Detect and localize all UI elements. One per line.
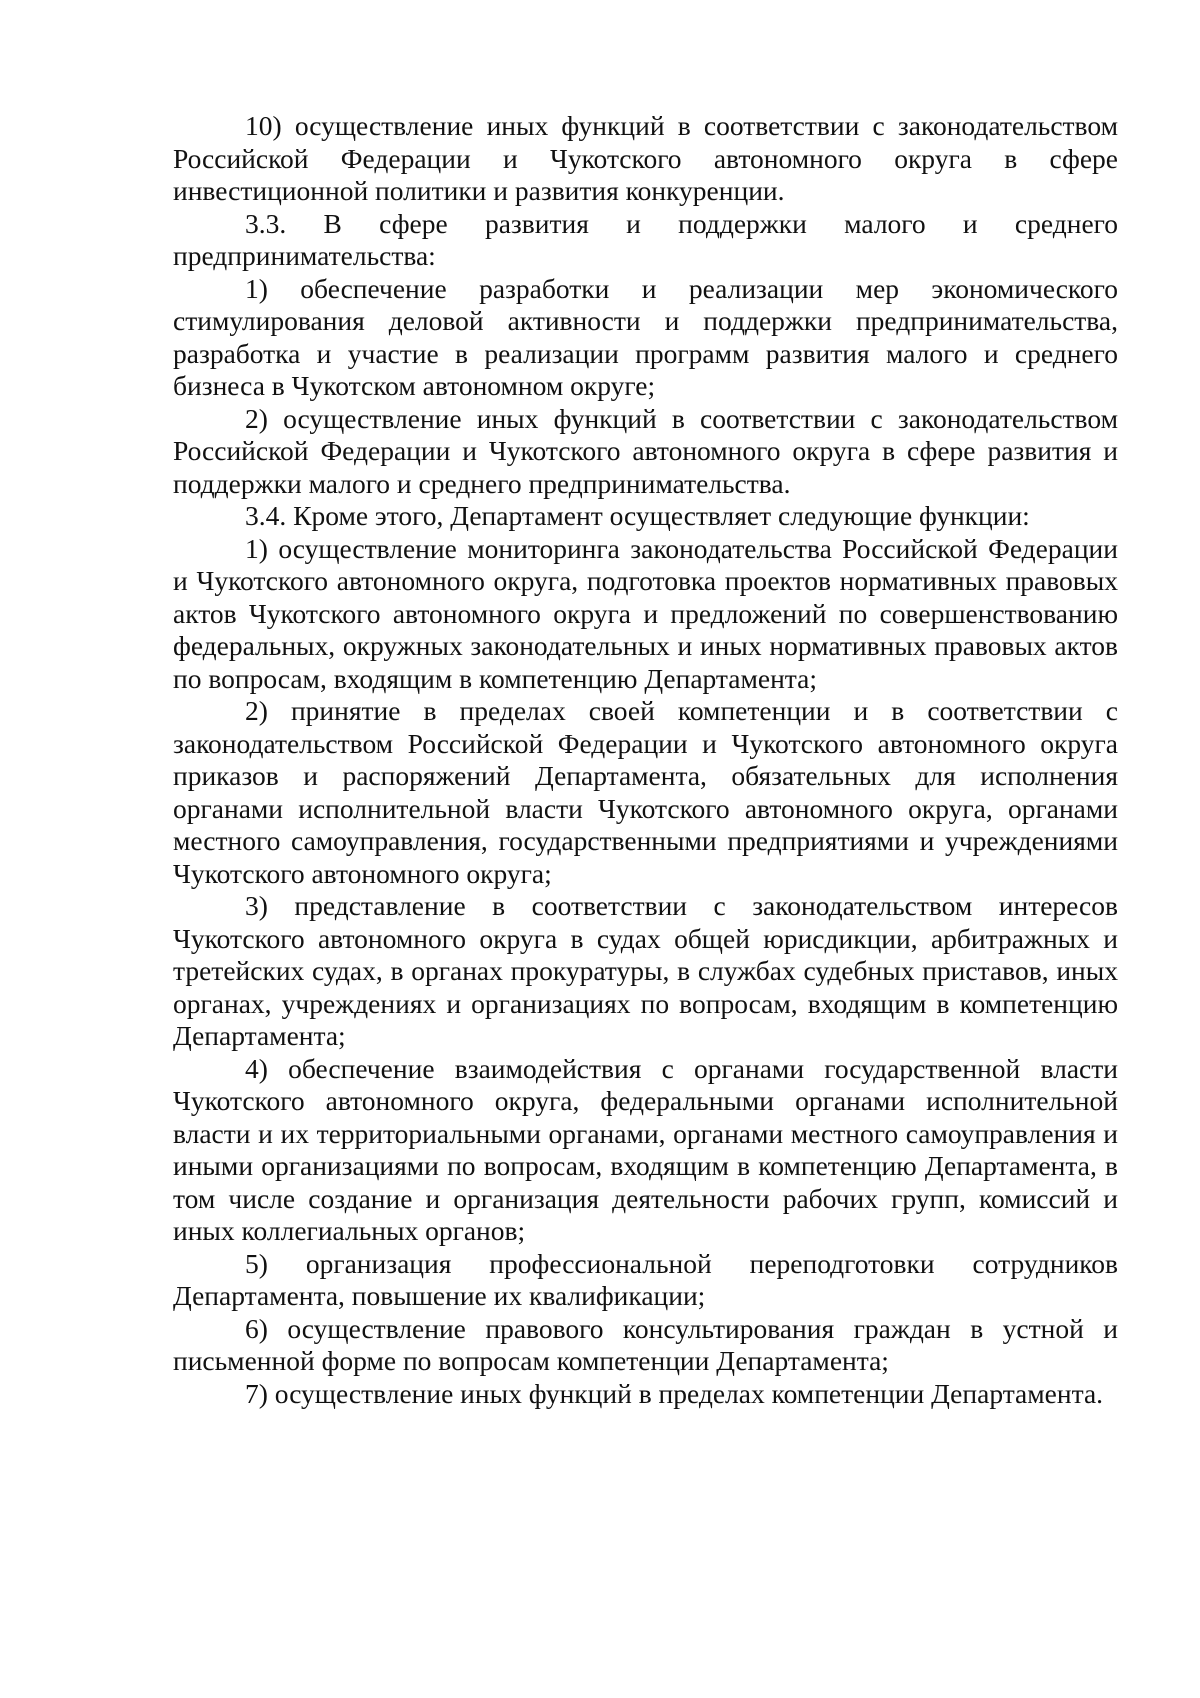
paragraph: 7) осуществление иных функций в пределах компетенции Департамента. — [245, 1377, 1104, 1409]
paragraph: 4) обеспечение взаимодействия с органами государственной власти Чукотского автономного округа, федеральными органами исполнительной власти и их территориальными органами, органами местного самоуправления и иными организациями по вопросам, входящим в компетенцию Департамента, в том числе создание и организация деятельности рабочих групп, комиссий и иных коллегиальных органов; — [173, 1052, 1118, 1246]
paragraph: 10) осуществление иных функций в соответствии с законодательством Российской Федерации и Чукотского автономного округа в сфере инвестиционной политики и развития конкуренции. — [173, 110, 1118, 206]
paragraph: 3.4. Кроме этого, Департамент осуществляет следующие функции: — [245, 500, 1030, 531]
paragraph: 3.3. В сфере развития и поддержки малого и среднего предпринимательства: — [173, 207, 1118, 271]
paragraph: 2) принятие в пределах своей компетенции и в соответствии с законодательством Российской Федерации и Чукотского автономного округа приказов и распоряжений Департамента, обязательных для исполнения органами исполнительной власти Чукотского автономного округа, органами местного самоуправления, государственными предприятиями и учреждениями Чукотского автономного округа; — [173, 695, 1118, 889]
paragraph: 1) обеспечение разработки и реализации мер экономического стимулирования деловой активности и поддержки предпринимательства, разработка и участие в реализации программ развития малого и среднего бизнеса в Чукотском автономном округе; — [173, 272, 1118, 401]
paragraph: 5) организация профессиональной переподготовки сотрудников Департамента, повышение их квалификации; — [173, 1247, 1118, 1311]
paragraph: 1) осуществление мониторинга законодательства Российской Федерации и Чукотского автономного округа, подготовка проектов нормативных правовых актов Чукотского автономного округа и предложений по совершенствованию федеральных, окружных законодательных и иных нормативных правовых актов по вопросам, входящим в компетенцию Департамента; — [173, 532, 1118, 694]
paragraph: 6) осуществление правового консультирования граждан в устной и письменной форме по вопросам компетенции Департамента; — [173, 1312, 1118, 1376]
paragraph: 2) осуществление иных функций в соответствии с законодательством Российской Федерации и Чукотского автономного округа в сфере развития и поддержки малого и среднего предпринимательства. — [173, 402, 1118, 499]
document-page — [173, 110, 1118, 1410]
paragraph: 3) представление в соответствии с законодательством интересов Чукотского автономного округа в судах общей юрисдикции, арбитражных и третейских судах, в органах прокуратуры, в службах судебных приставов, иных органах, учреждениях и организациях по вопросам, входящим в компетенцию Департамента; — [173, 890, 1118, 1051]
